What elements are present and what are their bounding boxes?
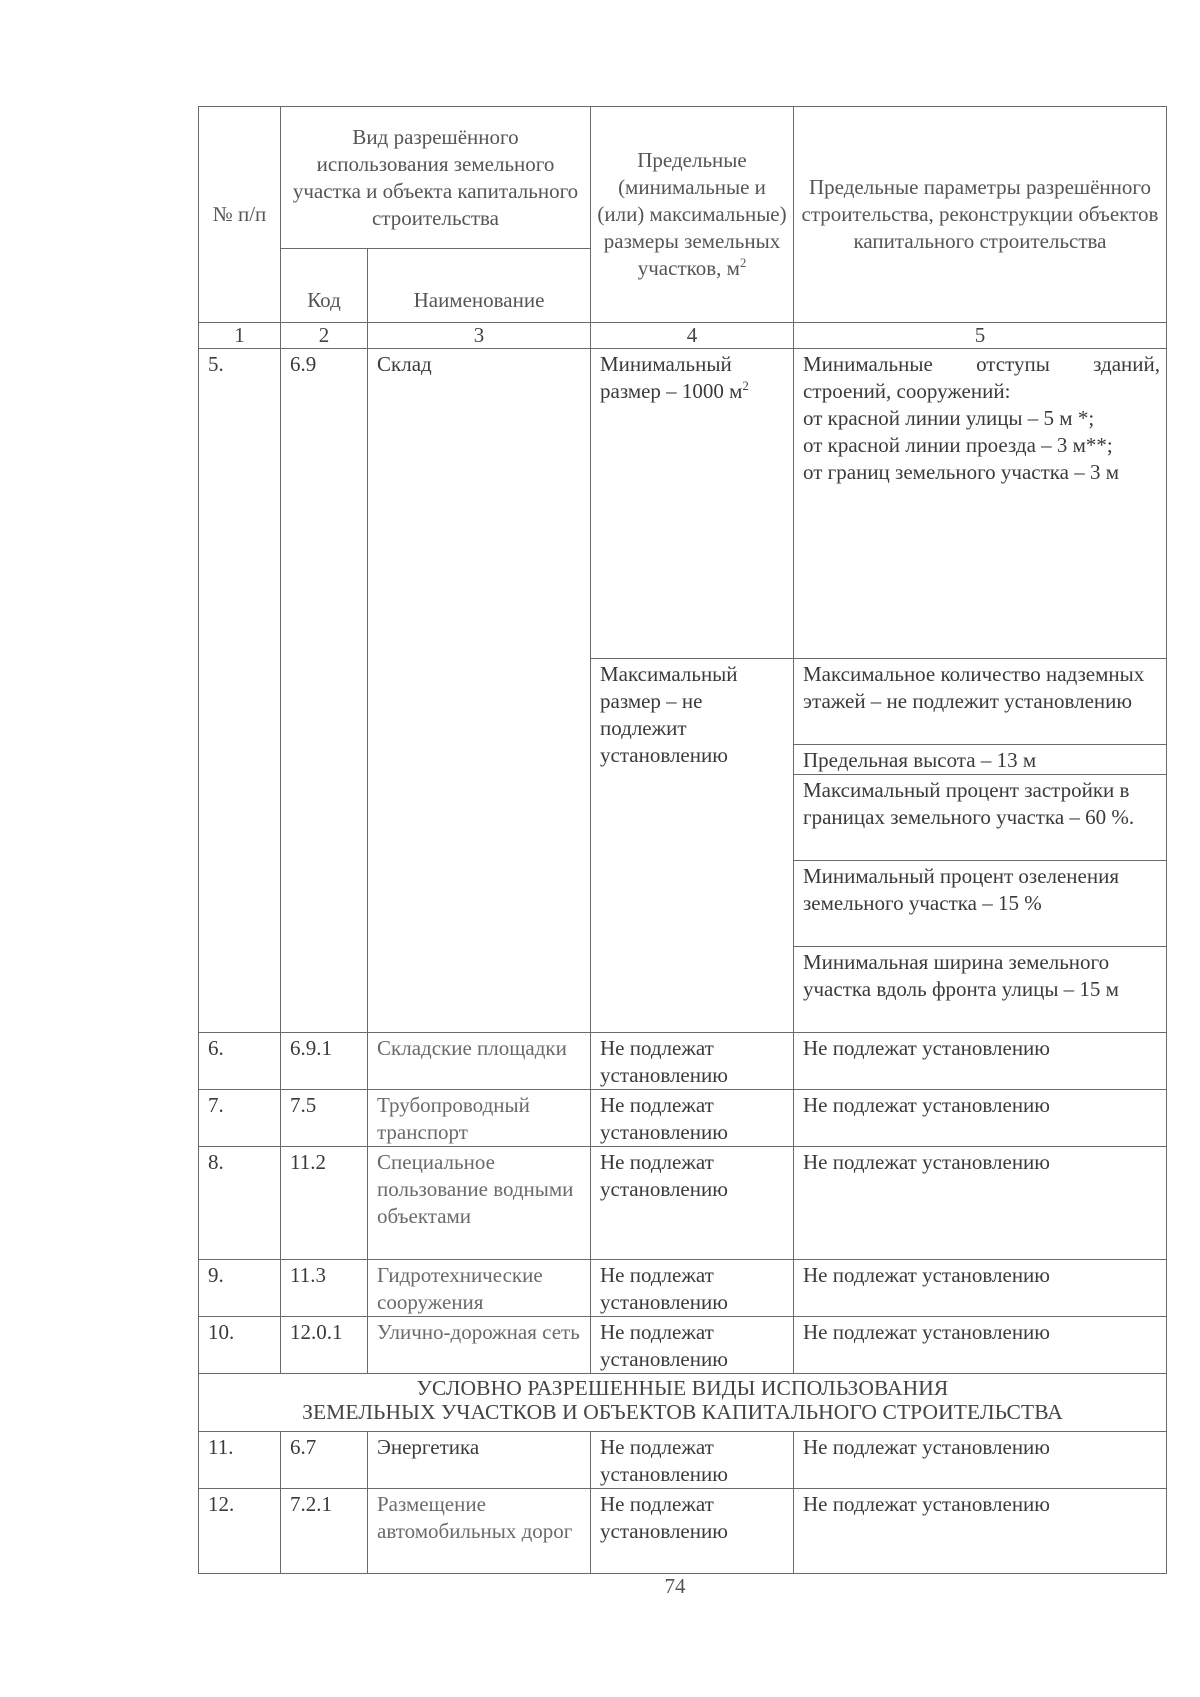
table-row <box>199 1090 1167 1147</box>
row-name: Энергетика <box>368 1432 591 1489</box>
row-name: Специальное пользование водными объектами <box>368 1147 591 1260</box>
row-min-width: Минимальная ширина земельного участка вдоль фронта улицы – 15 м <box>794 947 1167 1033</box>
row-size: Не подлежат установлению <box>591 1432 794 1489</box>
row-size: Не подлежат установлению <box>591 1317 794 1374</box>
row-code: 12.0.1 <box>281 1317 368 1374</box>
column-number: 2 <box>281 323 368 349</box>
row-num: 11. <box>199 1432 281 1489</box>
column-number: 3 <box>368 323 591 349</box>
row-num: 10. <box>199 1317 281 1374</box>
row-code: 6.9.1 <box>281 1033 368 1090</box>
row-params: Не подлежат установлению <box>794 1489 1167 1574</box>
table-row <box>199 1317 1167 1374</box>
row-num: 7. <box>199 1090 281 1147</box>
table-row <box>199 1147 1167 1260</box>
header-code: Код <box>281 249 368 323</box>
row-code: 6.7 <box>281 1432 368 1489</box>
row-min-size: Минимальный размер – 1000 $м^2$ <box>591 349 794 659</box>
row-max-size: Максимальный размер – не подлежит установлению <box>591 659 794 1033</box>
row-params: Не подлежат установлению <box>794 1090 1167 1147</box>
land-use-table <box>198 106 1167 1574</box>
section-heading: УСЛОВНО РАЗРЕШЕННЫЕ ВИДЫ ИСПОЛЬЗОВАНИЯ ЗЕМЕЛЬНЫХ УЧАСТКОВ И ОБЪЕКТОВ КАПИТАЛЬНОГО СТРОИТЕЛЬСТВА <box>199 1374 1167 1432</box>
table-row <box>199 1432 1167 1489</box>
table-row <box>199 1260 1167 1317</box>
row-num: 8. <box>199 1147 281 1260</box>
row-max-floors: Максимальное количество надземных этажей – не подлежит установлению <box>794 659 1167 745</box>
page-number: 74 <box>664 1574 686 1598</box>
row-num: 5. <box>199 349 281 1033</box>
row-name: Размещение автомобильных дорог <box>368 1489 591 1574</box>
section-heading-row <box>199 1374 1167 1432</box>
row-name: Улично-дорожная сеть <box>368 1317 591 1374</box>
setback-border: от границ земельного участка – 3 м <box>803 460 1120 484</box>
row-num: 6. <box>199 1033 281 1090</box>
table-row <box>199 349 1167 659</box>
row-name: Гидротехнические сооружения <box>368 1260 591 1317</box>
column-number: 4 <box>591 323 794 349</box>
header-params: Предельные параметры разрешённого строительства, реконструкции объектов капитального строительства <box>794 107 1167 323</box>
row-code: 11.3 <box>281 1260 368 1317</box>
table-row <box>199 1489 1167 1574</box>
column-numbers-row <box>199 323 1167 349</box>
row-size: Не подлежат установлению <box>591 1260 794 1317</box>
row-params: Не подлежат установлению <box>794 1432 1167 1489</box>
header-type-group: Вид разрешённого использования земельного участка и объекта капитального строительства <box>281 107 591 249</box>
row-params: Не подлежат установлению <box>794 1033 1167 1090</box>
row-code: 11.2 <box>281 1147 368 1260</box>
row-size: Не подлежат установлению <box>591 1033 794 1090</box>
row-num: 12. <box>199 1489 281 1574</box>
header-num: № п/п <box>199 107 281 323</box>
row-params: Не подлежат установлению <box>794 1317 1167 1374</box>
row-code: 7.2.1 <box>281 1489 368 1574</box>
row-name: Склад <box>368 349 591 1033</box>
row-max-height: Предельная высота – 13 м <box>794 745 1167 775</box>
row-setbacks <box>794 349 1167 659</box>
header-name: Наименование <box>368 249 591 323</box>
column-number: 1 <box>199 323 281 349</box>
row-name: Трубопроводный транспорт <box>368 1090 591 1147</box>
setback-passage: от красной линии проезда – 3 м**; <box>803 433 1113 457</box>
row-size: Не подлежат установлению <box>591 1489 794 1574</box>
row-params: Не подлежат установлению <box>794 1147 1167 1260</box>
row-max-coverage: Максимальный процент застройки в границах земельного участка – 60 %. <box>794 775 1167 861</box>
row-params: Не подлежат установлению <box>794 1260 1167 1317</box>
setback-street: от красной линии улицы – 5 м *; <box>803 406 1095 430</box>
row-size: Не подлежат установлению <box>591 1147 794 1260</box>
setbacks-title: Минимальные отступы зданий, строений, сооружений: <box>803 352 1160 403</box>
row-num: 9. <box>199 1260 281 1317</box>
table-row <box>199 1033 1167 1090</box>
column-number: 5 <box>794 323 1167 349</box>
row-size: Не подлежат установлению <box>591 1090 794 1147</box>
row-min-green: Минимальный процент озеленения земельного участка – 15 % <box>794 861 1167 947</box>
header-size: Предельные (минимальные и (или) максимальные) размеры земельных участков, $м^2$ <box>591 107 794 323</box>
row-name: Складские площадки <box>368 1033 591 1090</box>
row-code: 7.5 <box>281 1090 368 1147</box>
row-code: 6.9 <box>281 349 368 1033</box>
